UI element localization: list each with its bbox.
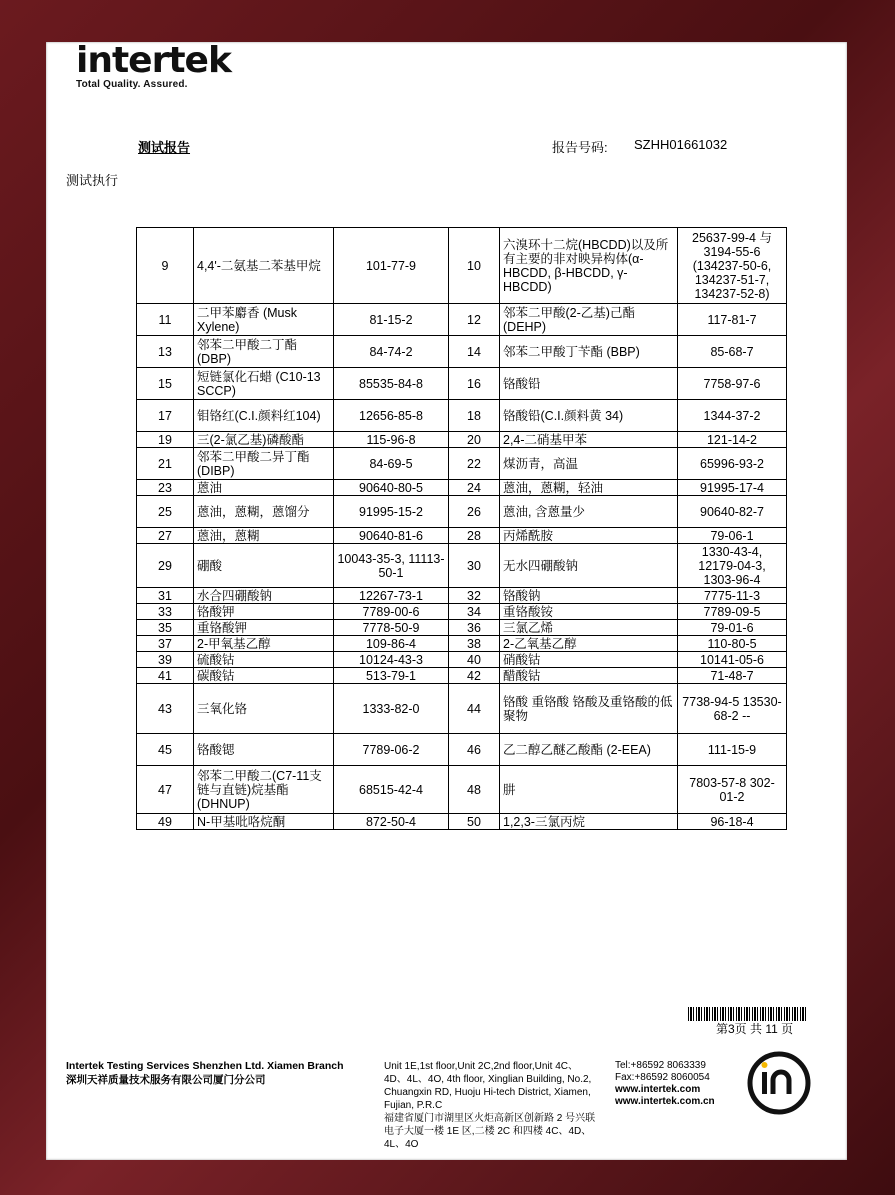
row-number: 41 [137,668,194,684]
row-number: 34 [449,604,500,620]
row-number: 17 [137,400,194,432]
cas-number: 513-79-1 [334,668,449,684]
substance-name: 邻苯二甲酸二丁酯 (DBP) [194,336,334,368]
row-number: 29 [137,544,194,588]
cas-number: 7778-50-9 [334,620,449,636]
substance-name: 碳酸钴 [194,668,334,684]
substance-name: 丙烯酰胺 [500,528,678,544]
substance-name: 2,4-二硝基甲苯 [500,432,678,448]
document-page [46,42,847,1160]
row-number: 40 [449,652,500,668]
table-row [137,734,787,766]
substance-name: 六溴环十二烷(HBCDD)以及所有主要的非对映异构体(α-HBCDD, β-HBCDD, γ-HBCDD) [500,228,678,304]
table-row [137,480,787,496]
website-link-cn[interactable]: www.intertek.com.cn [615,1096,715,1107]
row-number: 38 [449,636,500,652]
substance-name: 2-乙氧基乙醇 [500,636,678,652]
substance-name: 短链氯化石蜡 (C10-13 SCCP) [194,368,334,400]
logo-tagline: Total Quality. Assured. [76,79,188,90]
barcode-icon [688,1007,806,1021]
substance-name: 醋酸钴 [500,668,678,684]
substance-table [136,227,787,830]
row-number: 47 [137,766,194,814]
cas-number: 117-81-7 [678,304,787,336]
cas-number: 111-15-9 [678,734,787,766]
row-number: 31 [137,588,194,604]
substance-name: 蒽油，蒽糊，蒽馏分 [194,496,334,528]
substance-name: 三(2-氯乙基)磷酸酯 [194,432,334,448]
table-row [137,528,787,544]
report-title: 测试报告 [138,140,191,155]
cas-number: 12267-73-1 [334,588,449,604]
substance-name: 2-甲氧基乙醇 [194,636,334,652]
cas-number: 10124-43-3 [334,652,449,668]
substance-name: 水合四硼酸钠 [194,588,334,604]
row-number: 21 [137,448,194,480]
substance-name: 煤沥青，高温 [500,448,678,480]
substance-name: 邻苯二甲酸(2-乙基)己酯 (DEHP) [500,304,678,336]
report-number-label: 报告号码: [552,140,608,155]
cas-number: 90640-81-6 [334,528,449,544]
cas-number: 71-48-7 [678,668,787,684]
cas-number: 121-14-2 [678,432,787,448]
intertek-roundel-icon [746,1050,812,1116]
table-row [137,228,787,304]
row-number: 24 [449,480,500,496]
substance-name: 蒽油，蒽糊 [194,528,334,544]
table-row [137,620,787,636]
cas-number: 79-06-1 [678,528,787,544]
row-number: 39 [137,652,194,668]
substance-name: 邻苯二甲酸丁苄酯 (BBP) [500,336,678,368]
substance-name: 三氯乙烯 [500,620,678,636]
cas-number: 91995-17-4 [678,480,787,496]
table-row [137,604,787,620]
row-number: 10 [449,228,500,304]
row-number: 28 [449,528,500,544]
cas-number: 96-18-4 [678,814,787,830]
cas-number: 90640-82-7 [678,496,787,528]
table-row [137,636,787,652]
substance-name: 乙二醇乙醚乙酸酯 (2-EEA) [500,734,678,766]
cas-number: 10141-05-6 [678,652,787,668]
table-row [137,668,787,684]
report-number: SZHH01661032 [634,137,728,152]
row-number: 16 [449,368,500,400]
row-number: 36 [449,620,500,636]
substance-name: 铬酸钠 [500,588,678,604]
row-number: 12 [449,304,500,336]
substance-name: 三氧化铬 [194,684,334,734]
cas-number: 1344-37-2 [678,400,787,432]
cas-number: 7789-06-2 [334,734,449,766]
website-link[interactable]: www.intertek.com [615,1084,701,1095]
footer-contact [615,1060,715,1108]
cas-number: 91995-15-2 [334,496,449,528]
cas-number: 25637-99-4 与 3194-55-6 (134237-50-6, 134237-51-7, 134237-52-8) [678,228,787,304]
row-number: 32 [449,588,500,604]
row-number: 11 [137,304,194,336]
substance-name: 1,2,3-三氯丙烷 [500,814,678,830]
row-number: 25 [137,496,194,528]
row-number: 49 [137,814,194,830]
row-number: 13 [137,336,194,368]
table-row [137,304,787,336]
substance-name: 铬酸钾 [194,604,334,620]
table-row [137,336,787,368]
cas-number: 10043-35-3, 11113-50-1 [334,544,449,588]
row-number: 27 [137,528,194,544]
cas-number: 84-69-5 [334,448,449,480]
substance-name: 肼 [500,766,678,814]
substance-name: 铬酸铅 [500,368,678,400]
footer-company [66,1059,344,1087]
table-row [137,544,787,588]
substance-name: 重铬酸铵 [500,604,678,620]
row-number: 19 [137,432,194,448]
substance-name: 蒽油, 含蒽量少 [500,496,678,528]
row-number: 48 [449,766,500,814]
table-row [137,432,787,448]
cas-number: 1333-82-0 [334,684,449,734]
cas-number: 90640-80-5 [334,480,449,496]
tel: Tel:+86592 8063339 [615,1060,706,1071]
cas-number: 7738-94-5 13530-68-2 -- [678,684,787,734]
row-number: 42 [449,668,500,684]
cas-number: 110-80-5 [678,636,787,652]
cas-number: 7789-09-5 [678,604,787,620]
cas-number: 7789-00-6 [334,604,449,620]
cas-number: 109-86-4 [334,636,449,652]
row-number: 44 [449,684,500,734]
row-number: 45 [137,734,194,766]
row-number: 37 [137,636,194,652]
footer-address [384,1060,599,1151]
cas-number: 79-01-6 [678,620,787,636]
row-number: 46 [449,734,500,766]
cas-number: 7758-97-6 [678,368,787,400]
row-number: 14 [449,336,500,368]
row-number: 22 [449,448,500,480]
table-row [137,448,787,480]
cas-number: 115-96-8 [334,432,449,448]
test-execution-label: 测试执行 [66,173,119,188]
cas-number: 7803-57-8 302-01-2 [678,766,787,814]
intertek-logo [76,40,231,90]
cas-number: 81-15-2 [334,304,449,336]
substance-name: 硼酸 [194,544,334,588]
cas-number: 101-77-9 [334,228,449,304]
page-number: 第3页 共 11 页 [716,1022,794,1036]
substance-name: 4,4'-二氨基二苯基甲烷 [194,228,334,304]
row-number: 15 [137,368,194,400]
address-cn: 福建省厦门市湖里区火炬高新区创新路 2 号兴联电子大厦一楼 1E 区,二楼 2C 和四楼 4C、4D、4L、4O [384,1113,596,1150]
substance-name: 铬酸铅(C.I.颜料黄 34) [500,400,678,432]
row-number: 30 [449,544,500,588]
substance-name: 邻苯二甲酸二(C7-11支链与直链)烷基酯 (DHNUP) [194,766,334,814]
table-row [137,368,787,400]
substance-name: N-甲基吡咯烷酮 [194,814,334,830]
substance-name: 硝酸钴 [500,652,678,668]
address-en: Unit 1E,1st floor,Unit 2C,2nd floor,Unit 4C、4D、4L、4O, 4th floor, Xinglian Building, No.2, Chuangxin RD, Huoju Hi-tech District, Xiamen, Fujian, P.R.C [384,1061,592,1111]
substance-name: 铬酸 重铬酸 铬酸及重铬酸的低聚物 [500,684,678,734]
table-row [137,496,787,528]
substance-name: 蒽油 [194,480,334,496]
table-row [137,814,787,830]
row-number: 43 [137,684,194,734]
row-number: 20 [449,432,500,448]
substance-name: 铬酸锶 [194,734,334,766]
logo-wordmark: intertek [76,40,231,81]
row-number: 9 [137,228,194,304]
table-row [137,766,787,814]
company-name-cn: 深圳天祥质量技术服务有限公司厦门分公司 [66,1074,266,1086]
substance-name: 钼铬红(C.I.颜料红104) [194,400,334,432]
company-name-en: Intertek Testing Services Shenzhen Ltd. Xiamen Branch [66,1060,344,1072]
table-row [137,588,787,604]
table-row [137,652,787,668]
substance-name: 重铬酸钾 [194,620,334,636]
fax: Fax:+86592 8060054 [615,1072,710,1083]
cas-number: 7775-11-3 [678,588,787,604]
cas-number: 12656-85-8 [334,400,449,432]
substance-name: 蒽油，蒽糊，轻油 [500,480,678,496]
cas-number: 68515-42-4 [334,766,449,814]
cas-number: 65996-93-2 [678,448,787,480]
table-row [137,684,787,734]
cas-number: 1330-43-4, 12179-04-3, 1303-96-4 [678,544,787,588]
cas-number: 872-50-4 [334,814,449,830]
row-number: 33 [137,604,194,620]
row-number: 23 [137,480,194,496]
table-row [137,400,787,432]
cas-number: 85-68-7 [678,336,787,368]
row-number: 35 [137,620,194,636]
cas-number: 85535-84-8 [334,368,449,400]
substance-name: 邻苯二甲酸二异丁酯 (DIBP) [194,448,334,480]
row-number: 18 [449,400,500,432]
cas-number: 84-74-2 [334,336,449,368]
substance-name: 无水四硼酸钠 [500,544,678,588]
row-number: 50 [449,814,500,830]
substance-name: 二甲苯麝香 (Musk Xylene) [194,304,334,336]
row-number: 26 [449,496,500,528]
substance-name: 硫酸钴 [194,652,334,668]
